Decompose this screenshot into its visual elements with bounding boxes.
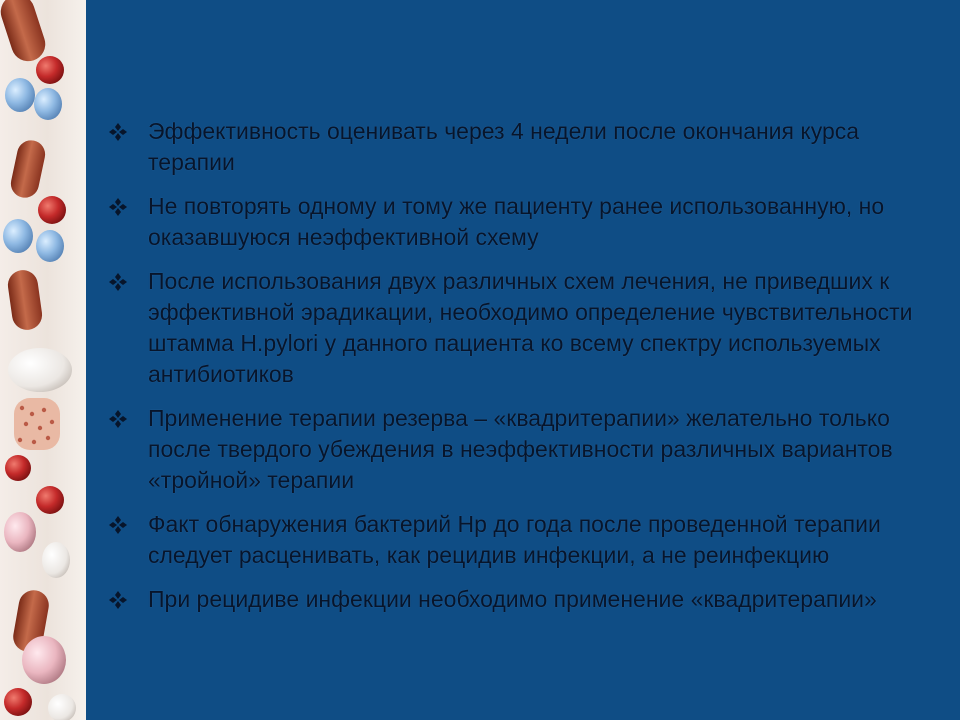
bullet-list [108,116,948,628]
four-diamond-bullet-icon [108,197,128,217]
four-diamond-bullet-icon [108,590,128,610]
list-item [108,191,948,253]
list-item [108,584,948,615]
bullet-text: Эффективность оценивать через 4 недели после окончания курса терапии [148,118,860,175]
bullet-text: Не повторять одному и тому же пациенту ранее использованную, но оказавшуюся неэффективной схему [148,193,885,250]
four-diamond-bullet-icon [108,515,128,535]
bullet-text: После использования двух различных схем лечения, не приведших к эффективной эрадикации, необходимо определение чувствительности штамма H.pylori у данного пациента ко всему спектру используемых антибиотиков [148,268,913,387]
bullet-text: Факт обнаружения бактерий Hp до года после проведенной терапии следует расценивать, как рецидив инфекции, а не реинфекцию [148,511,881,568]
content-panel [86,0,960,720]
pills-illustration [0,0,86,720]
four-diamond-bullet-icon [108,272,128,292]
list-item [108,509,948,571]
four-diamond-bullet-icon [108,409,128,429]
four-diamond-bullet-icon [108,122,128,142]
list-item [108,116,948,178]
list-item [108,266,948,390]
bullet-text: Применение терапии резерва – «квадритерапии» желательно только после твердого убеждения в неэффективности различных вариантов «тройной» терапии [148,405,893,493]
pills-decoration-image [0,0,86,720]
bullet-text: При рецидиве инфекции необходимо применение «квадритерапии» [148,586,877,612]
list-item [108,403,948,496]
